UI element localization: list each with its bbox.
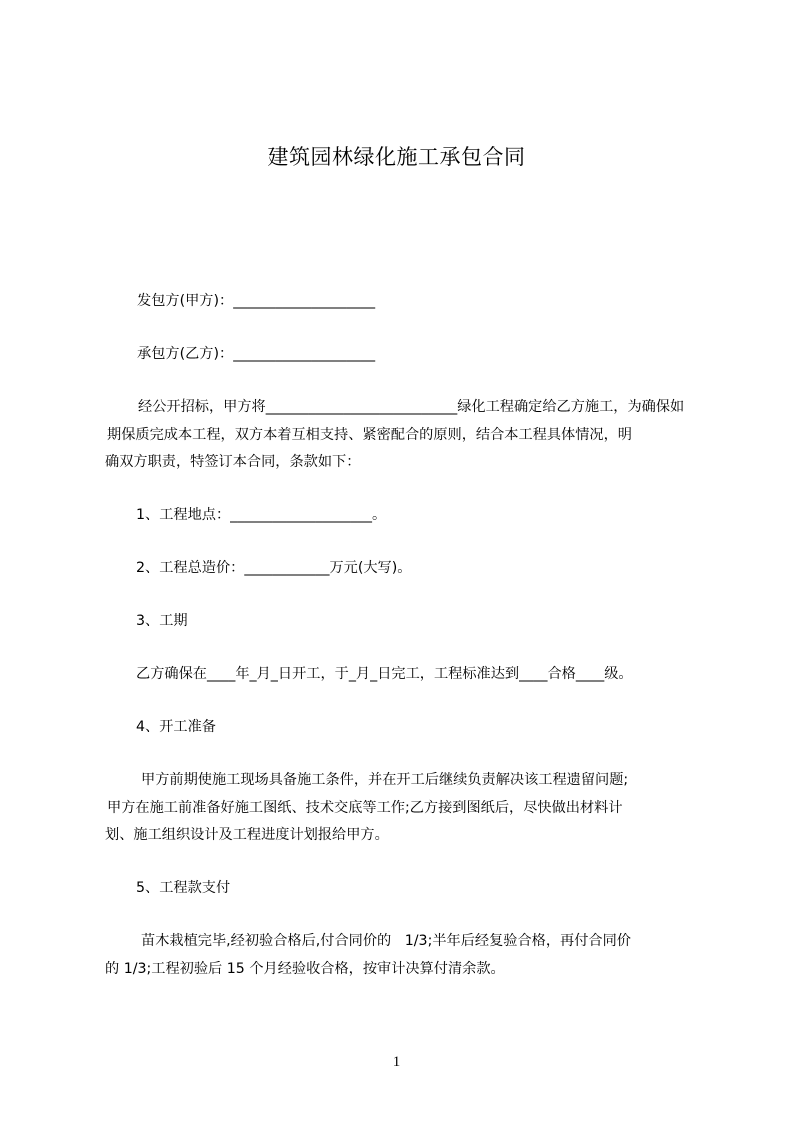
clause-5-line-1: 苗木栽植完毕,经初验合格后,付合同价的 1/3;半年后经复验合格，再付合同价	[141, 933, 631, 949]
party-a-line: 发包方(甲方)：____________________	[137, 293, 376, 309]
intro-line-3: 确双方职责，特签订本合同，条款如下：	[105, 454, 361, 470]
clause-2-price: 2、工程总造价：____________万元(大写)。	[136, 560, 412, 576]
clause-4-line-2: 甲方在施工前准备好施工图纸、技术交底等工作;乙方接到图纸后，尽快做出材料计	[107, 800, 623, 816]
clause-3-heading: 3、工期	[136, 613, 188, 629]
clause-5-line-2: 的 1/3;工程初验后 15 个月经验收合格，按审计决算付清余款。	[105, 961, 505, 977]
page-number: 1	[392, 1054, 401, 1070]
intro-line-2: 期保质完成本工程，双方本着互相支持、紧密配合的原则，结合本工程具体情况，明	[107, 427, 632, 443]
document-title: 建筑园林绿化施工承包合同	[267, 145, 526, 169]
clause-4-line-3: 划、施工组织设计及工程进度计划报给甲方。	[105, 827, 389, 843]
clause-4-line-1: 甲方前期使施工现场具备施工条件，并在开工后继续负责解决该工程遗留问题;	[141, 772, 629, 788]
clause-4-heading: 4、开工准备	[136, 719, 216, 735]
clause-5-heading: 5、工程款支付	[136, 880, 231, 896]
party-b-line: 承包方(乙方)：____________________	[137, 346, 376, 362]
clause-3-text: 乙方确保在____年_月_日开工，于_月_日完工，工程标准达到____合格____级。	[136, 666, 633, 682]
intro-line-1: 经公开招标，甲方将___________________________绿化工程确定给乙方施工，为确保如	[138, 399, 685, 415]
clause-1-location: 1、工程地点：____________________。	[136, 507, 387, 523]
